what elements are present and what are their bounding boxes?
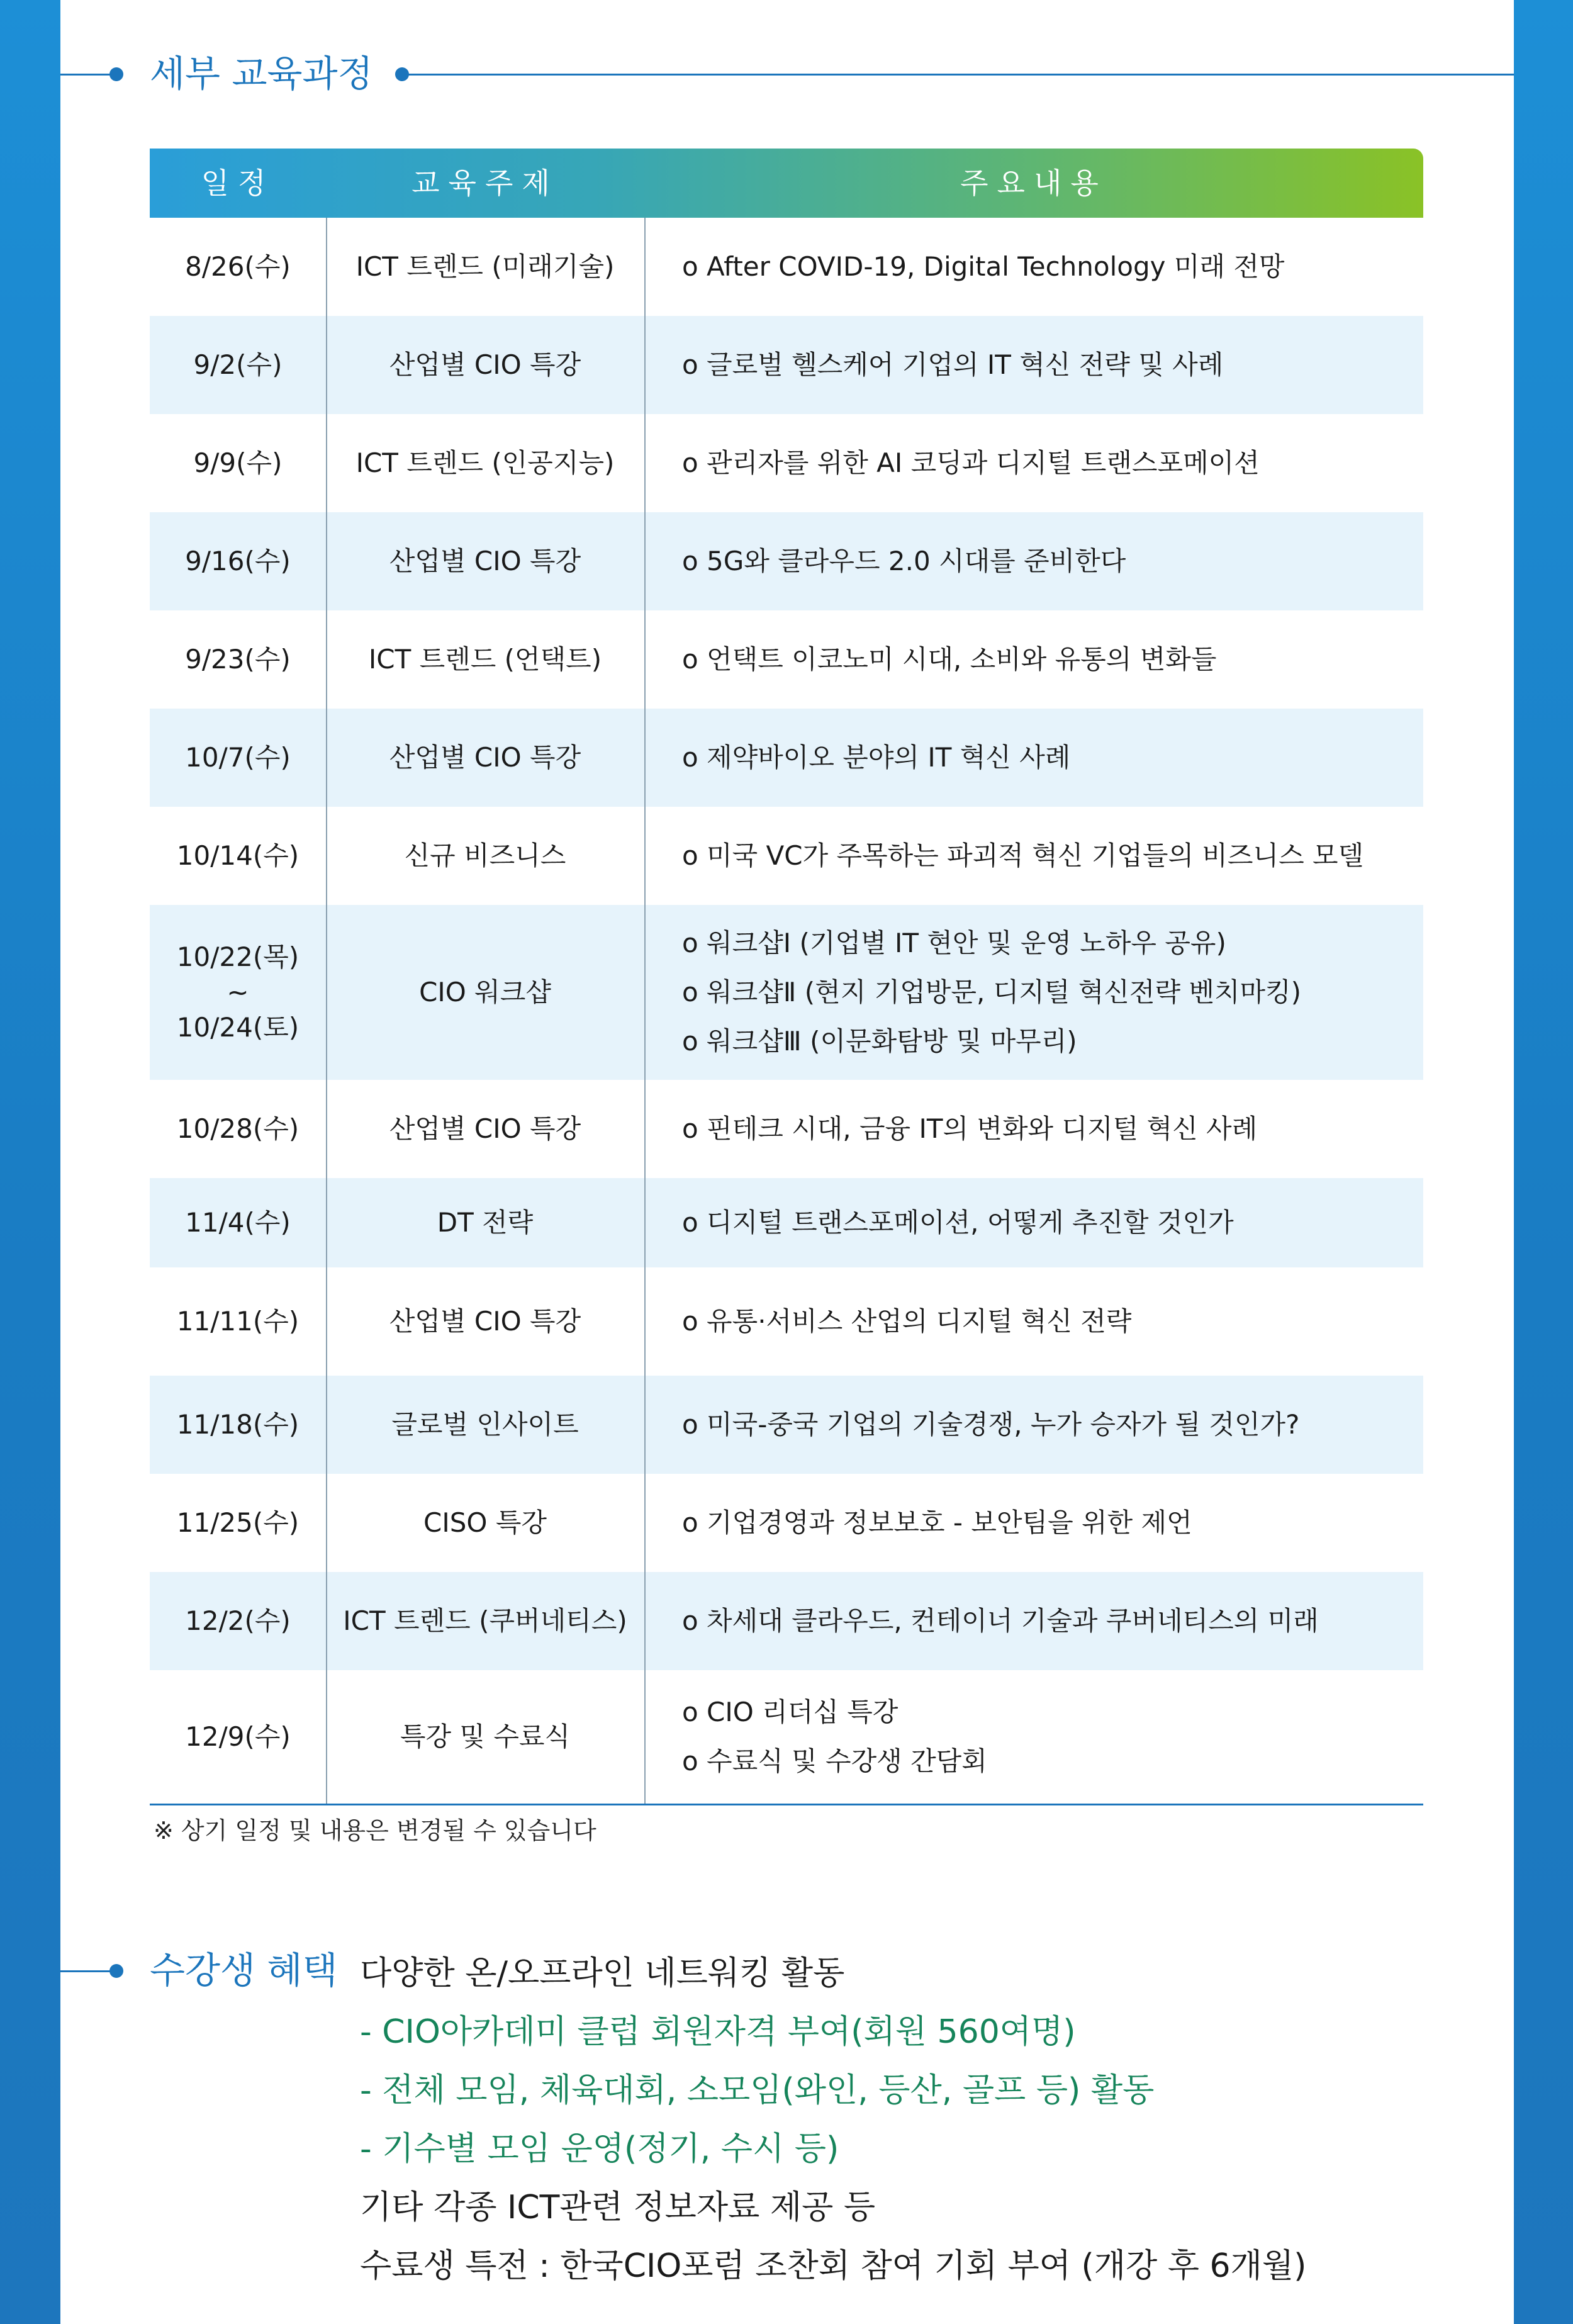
left-border-band <box>0 0 60 2324</box>
content-lines <box>682 1198 1234 1247</box>
content-item: o 워크샵Ⅲ (이문화탐방 및 마무리) <box>682 1026 1077 1057</box>
right-border-band <box>1514 0 1573 2324</box>
table-row <box>150 1376 1423 1474</box>
table-row <box>150 610 1423 709</box>
content-lines <box>682 1297 1131 1346</box>
date-lines <box>185 733 291 782</box>
date-text: 9/9(수) <box>193 447 283 478</box>
content-lines <box>682 831 1363 880</box>
content-lines <box>682 1498 1192 1547</box>
row-date <box>150 414 326 512</box>
content-lines <box>682 242 1284 291</box>
row-content <box>644 610 1423 709</box>
table-row <box>150 218 1423 316</box>
row-topic: 신규 비즈니스 <box>404 840 566 871</box>
date-lines <box>194 340 283 390</box>
table-bottom-rule <box>150 1804 1423 1805</box>
date-text: 10/22(목) <box>176 941 299 972</box>
content-lines <box>682 635 1216 684</box>
row-topic: ICT 트렌드 (쿠버네티스) <box>343 1605 627 1636</box>
date-lines <box>177 1400 299 1449</box>
content-item: o 워크샵Ⅰ (기업별 IT 현안 및 운영 노하우 공유) <box>682 928 1226 958</box>
row-content <box>644 807 1423 905</box>
content-item: o 미국 VC가 주목하는 파괴적 혁신 기업들의 비즈니스 모델 <box>682 840 1364 871</box>
content-item: o CIO 리더십 특강 <box>682 1697 898 1727</box>
row-topic: CIO 워크샵 <box>419 977 551 1008</box>
row-date <box>150 1474 326 1572</box>
content-item: o 관리자를 위한 AI 코딩과 디지털 트랜스포메이션 <box>682 447 1260 478</box>
row-topic: 산업별 CIO 특강 <box>389 1306 581 1337</box>
date-text: 12/9(수) <box>185 1721 291 1752</box>
schedule-table <box>150 149 1423 1804</box>
row-content <box>644 709 1423 807</box>
table-row <box>150 807 1423 905</box>
content-item: o 유통·서비스 산업의 디지털 혁신 전략 <box>682 1306 1132 1337</box>
date-text: 9/23(수) <box>185 644 291 675</box>
row-topic: ICT 트렌드 (미래기술) <box>355 251 615 282</box>
row-topic: 산업별 CIO 특강 <box>389 546 581 576</box>
content-item: o 디지털 트랜스포메이션, 어떻게 추진할 것인가 <box>682 1207 1234 1238</box>
row-date <box>150 807 326 905</box>
date-lines <box>177 940 299 1045</box>
table-row <box>150 905 1423 1080</box>
row-date <box>150 610 326 709</box>
row-content <box>644 512 1423 610</box>
date-lines <box>177 1498 299 1547</box>
date-text: 12/2(수) <box>185 1605 291 1636</box>
date-text: 11/11(수) <box>176 1306 299 1337</box>
row-content <box>644 1267 1423 1376</box>
row-topic: ICT 트렌드 (언택트) <box>368 644 602 675</box>
content-item: o 미국-중국 기업의 기술경쟁, 누가 승자가 될 것인가? <box>682 1409 1300 1440</box>
date-text: 11/25(수) <box>176 1507 299 1538</box>
date-lines <box>177 1297 299 1346</box>
row-topic: 산업별 CIO 특강 <box>389 742 581 773</box>
table-row <box>150 1670 1423 1804</box>
date-text: 10/14(수) <box>176 840 299 871</box>
header-topic: 교육주제 <box>411 166 559 200</box>
section-line-right <box>403 74 1514 76</box>
row-content <box>644 1080 1423 1178</box>
content-lines <box>682 1104 1257 1154</box>
section-bullet-dot <box>109 1964 123 1978</box>
date-text: 10/7(수) <box>185 742 291 773</box>
row-topic: 특강 및 수료식 <box>400 1721 571 1752</box>
table-row <box>150 1474 1423 1572</box>
row-date <box>150 1376 326 1474</box>
date-lines <box>177 1104 299 1154</box>
content-item: o 워크샵Ⅱ (현지 기업방문, 디지털 혁신전략 벤치마킹) <box>682 977 1302 1008</box>
benefit-item: 수료생 특전 : 한국CIO포럼 조찬회 참여 기회 부여 (개강 후 6개월) <box>360 2247 1307 2285</box>
content-lines <box>682 1688 987 1786</box>
row-topic: ICT 트렌드 (인공지능) <box>355 447 615 478</box>
row-date <box>150 218 326 316</box>
row-content <box>644 1376 1423 1474</box>
row-content <box>644 1572 1423 1670</box>
date-text: ~ <box>227 977 249 1008</box>
content-item: o After COVID-19, Digital Technology 미래 전망 <box>682 251 1285 282</box>
date-lines <box>185 242 291 291</box>
row-date <box>150 1572 326 1670</box>
section-title-curriculum: 세부 교육과정 <box>150 52 373 95</box>
content-lines <box>682 1597 1319 1646</box>
content-lines <box>682 439 1260 488</box>
row-content <box>644 905 1423 1080</box>
row-topic: 산업별 CIO 특강 <box>389 1113 581 1144</box>
row-topic: 글로벌 인사이트 <box>391 1409 579 1440</box>
benefit-item: - CIO아카데미 클럽 회원자격 부여(회원 560여명) <box>360 2013 1076 2051</box>
row-content <box>644 414 1423 512</box>
date-text: 11/18(수) <box>176 1409 299 1440</box>
row-date <box>150 1267 326 1376</box>
date-lines <box>185 1712 291 1761</box>
row-topic: 산업별 CIO 특강 <box>389 349 581 380</box>
row-content <box>644 1670 1423 1804</box>
content-lines <box>682 537 1126 586</box>
row-date <box>150 1080 326 1178</box>
column-divider <box>644 218 646 1804</box>
date-text: 11/4(수) <box>185 1207 291 1238</box>
table-row <box>150 414 1423 512</box>
row-date <box>150 1670 326 1804</box>
benefit-item: 다양한 온/오프라인 네트워킹 활동 <box>360 1955 845 1992</box>
content-item: o 제약바이오 분야의 IT 혁신 사례 <box>682 742 1071 773</box>
content-lines <box>682 340 1223 390</box>
content-item: o 글로벌 헬스케어 기업의 IT 혁신 전략 및 사례 <box>682 349 1224 380</box>
date-text: 8/26(수) <box>185 251 291 282</box>
row-date <box>150 905 326 1080</box>
row-topic: DT 전략 <box>437 1207 534 1238</box>
row-date <box>150 1178 326 1267</box>
date-text: 9/2(수) <box>193 349 283 380</box>
content-item: o 5G와 클라우드 2.0 시대를 준비한다 <box>682 546 1126 576</box>
table-row <box>150 1267 1423 1376</box>
content-item: o 기업경영과 정보보호 - 보안팀을 위한 제언 <box>682 1507 1192 1538</box>
header-date: 일정 <box>201 166 275 200</box>
date-lines <box>185 537 291 586</box>
row-content <box>644 1178 1423 1267</box>
row-date <box>150 316 326 414</box>
row-content <box>644 1474 1423 1572</box>
date-lines <box>185 635 291 684</box>
table-row <box>150 1572 1423 1670</box>
content-lines <box>682 1400 1299 1449</box>
row-content <box>644 218 1423 316</box>
table-header <box>150 149 1423 218</box>
content-item: o 핀테크 시대, 금융 IT의 변화와 디지털 혁신 사례 <box>682 1113 1258 1144</box>
date-lines <box>185 1198 291 1247</box>
table-body <box>150 218 1423 1804</box>
content-lines <box>682 919 1301 1066</box>
table-row <box>150 1080 1423 1178</box>
section-title-benefits: 수강생 혜택 <box>150 1949 338 1992</box>
date-text: 10/28(수) <box>176 1113 299 1144</box>
row-date <box>150 512 326 610</box>
content-lines <box>682 733 1070 782</box>
table-row <box>150 709 1423 807</box>
table-row <box>150 1178 1423 1267</box>
date-text: 10/24(토) <box>176 1012 299 1043</box>
row-content <box>644 316 1423 414</box>
date-text: 9/16(수) <box>185 546 291 576</box>
date-lines <box>194 439 283 488</box>
section-bullet-dot <box>109 67 123 81</box>
content-item: o 수료식 및 수강생 간담회 <box>682 1746 987 1777</box>
benefit-item: 기타 각종 ICT관련 정보자료 제공 등 <box>360 2189 876 2226</box>
benefit-item: - 전체 모임, 체육대회, 소모임(와인, 등산, 골프 등) 활동 <box>360 2072 1155 2109</box>
column-divider <box>326 218 327 1804</box>
table-row <box>150 512 1423 610</box>
table-row <box>150 316 1423 414</box>
row-topic: CISO 특강 <box>423 1507 547 1538</box>
content-item: o 차세대 클라우드, 컨테이너 기술과 쿠버네티스의 미래 <box>682 1605 1319 1636</box>
date-lines <box>185 1597 291 1646</box>
date-lines <box>177 831 299 880</box>
schedule-note: ※ 상기 일정 및 내용은 변경될 수 있습니다 <box>154 1817 596 1844</box>
header-content: 주요내용 <box>960 166 1107 200</box>
row-date <box>150 709 326 807</box>
content-item: o 언택트 이코노미 시대, 소비와 유통의 변화들 <box>682 644 1217 675</box>
benefit-item: - 기수별 모임 운영(정기, 수시 등) <box>360 2130 839 2168</box>
